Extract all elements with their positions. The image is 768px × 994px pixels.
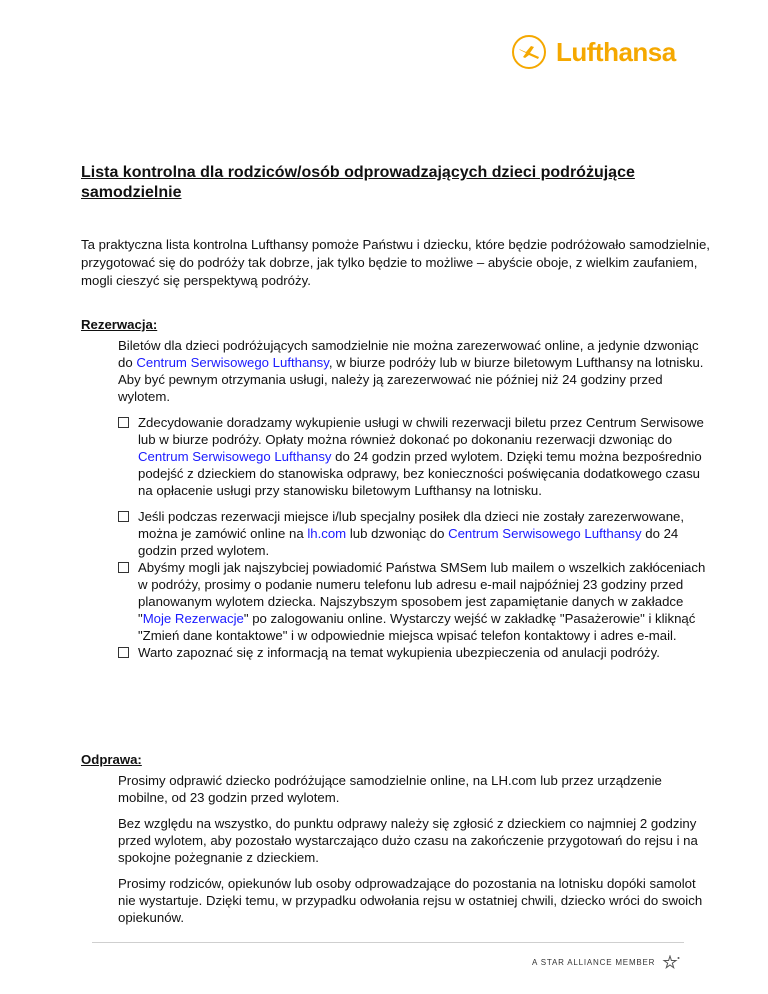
lufthansa-logo (511, 32, 676, 72)
text-run: do 24 godzin przed wylotem. Dzięki temu można bezpośrednio podejść z dzieckiem do stanowiska odprawy, bez konieczności poświęcania dodatkowego czasu na opłacenie usługi przy stanowisku biletowym Lufthansy na lotnisku. (138, 449, 702, 498)
service-center-link[interactable]: Centrum Serwisowego Lufthansy (136, 355, 329, 370)
text-run: Abyśmy mogli jak najszybciej powiadomić Państwa SMSem lub mailem o wszelkich zakłóceniach w podróży, prosimy o podanie numeru telefonu lub adresu e-mail najpóźniej 23 godziny przed planowanym wylotem dziecka. Najszybszym sposobem jest zapamiętanie danych w zakładce " (138, 560, 706, 626)
odprawa-paragraph: Prosimy odprawić dziecko podróżujące samodzielnie online, na LH.com lub przez urządzenie mobilne, od 23 godzin przed wylotem. (118, 773, 662, 805)
text-run: do 24 godzin przed wylotem. (138, 526, 679, 558)
intro-paragraph: Ta praktyczna lista kontrolna Lufthansy pomoże Państwu i dziecku, które będzie podróżowało samodzielnie, przygotować się do podróży tak dobrze, jak tylko będzie to możliwe – abyście oboje, z wielkim zaufaniem, mogli cieszyć się perspektywą podróży. (81, 237, 710, 288)
checkbox-icon[interactable] (118, 417, 129, 428)
text-run: " po zalogowaniu online. Wystarczy wejść w zakładkę "Pasażerowie" i kliknąć "Zmień dane kontaktowe" i w odpowiednie miejsca wpisać telefon kontaktowy i adres e-mail. (138, 611, 696, 643)
section-heading-rezerwacja: Rezerwacja: (81, 317, 158, 332)
text-run: Biletów dla dzieci podróżujących samodzielnie nie można zarezerwować online, a jedynie dzwoniąc do (118, 338, 699, 370)
text-run: lub dzwoniąc do (346, 526, 449, 541)
checklist-item (118, 508, 713, 559)
checkbox-icon[interactable] (118, 562, 129, 573)
star-alliance-icon (659, 955, 681, 969)
crane-logo-icon (511, 34, 547, 70)
checkbox-icon[interactable] (118, 511, 129, 522)
brand-name: Lufthansa (556, 37, 676, 67)
footer (532, 955, 681, 969)
text-run: Zdecydowanie doradzamy wykupienie usługi w chwili rezerwacji biletu przez Centrum Serwisowe lub w biurze podróży. Opłaty można również dokonać po dokonaniu rezerwacji dzwoniąc do (138, 415, 704, 447)
footer-divider (92, 942, 684, 943)
text-run: Warto zapoznać się z informacją na temat wykupienia ubezpieczenia od anulacji podróży. (138, 645, 660, 660)
service-center-link[interactable]: Centrum Serwisowego Lufthansy (448, 526, 642, 541)
service-center-link[interactable]: Centrum Serwisowego Lufthansy (138, 449, 332, 464)
checklist (118, 414, 713, 661)
checklist-item (118, 644, 713, 661)
star-alliance-text: A STAR ALLIANCE MEMBER (532, 957, 656, 967)
lh-com-link[interactable]: lh.com (307, 526, 347, 541)
my-bookings-link[interactable]: Moje Rezerwacje (142, 611, 244, 626)
checkbox-icon[interactable] (118, 647, 129, 658)
odprawa-paragraph: Prosimy rodziców, opiekunów lub osoby odprowadzające do pozostania na lotnisku dopóki samolot nie wystartuje. Dzięki temu, w przypadku odwołania rejsu w ostatniej chwili, dziecko wróci do swoich opiekunów. (118, 876, 703, 925)
rezerwacja-section (118, 337, 713, 661)
page-title: Lista kontrolna dla rodziców/osób odprowadzających dzieci podróżujące samodzielnie (81, 164, 635, 201)
checklist-item (118, 414, 713, 499)
text-run: Jeśli podczas rezerwacji miejsce i/lub specjalny posiłek dla dzieci nie zostały zarezerwowane, można je zamówić online na (138, 509, 685, 541)
rezerwacja-paragraph (118, 337, 713, 405)
checklist-item (118, 559, 713, 644)
odprawa-section (118, 772, 713, 935)
text-run: , w biurze podróży lub w biurze biletowym Lufthansy na lotnisku. Aby być pewnym otrzymania usługi, należy ją zarezerwować nie później niż 24 godziny przed wylotem. (118, 355, 704, 404)
odprawa-paragraph: Bez względu na wszystko, do punktu odprawy należy się zgłosić z dzieckiem co najmniej 2 godziny przed wylotem, aby pozostało wystarczająco dużo czasu na zakończenie przygotowań do rejsu i na spokojne pożegnanie z dzieckiem. (118, 816, 698, 865)
section-heading-odprawa: Odprawa: (81, 752, 142, 767)
